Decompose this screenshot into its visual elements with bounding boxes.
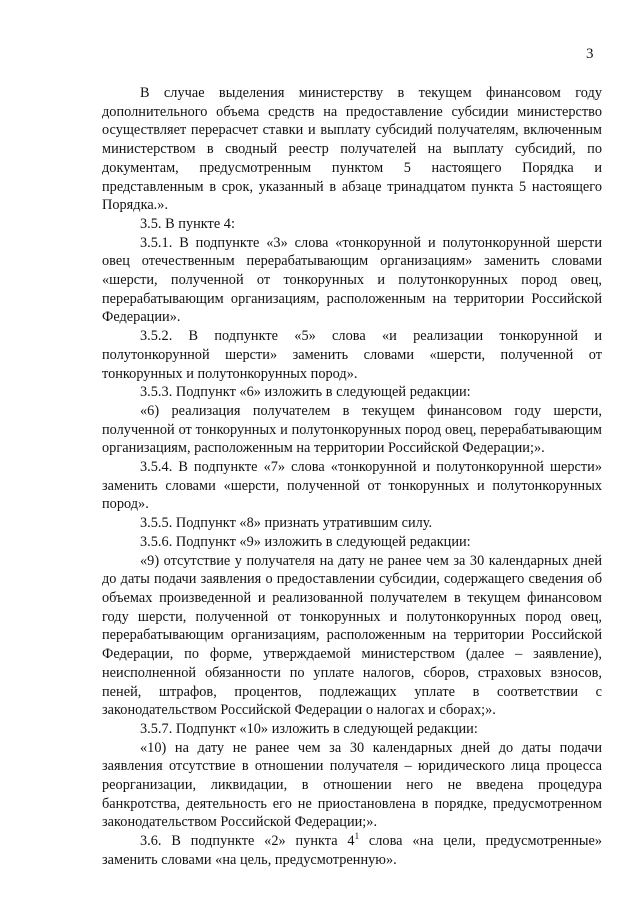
paragraph-last [102,832,602,869]
paragraph-last-start: 3.6. В подпункте «2» пункта 4 [140,833,355,850]
paragraph: 3.5.1. В подпункте «3» слова «тонкорунной и полутонкорунной шерсти овец отечественным перерабатывающим организациям» заменить словами «шерсти, полученной от тонкорунных и полутонкорунных пород овец, перерабатывающим организациям, расположенным на территории Российской Федерации». [102,234,602,326]
paragraph: 3.5.7. Подпункт «10» изложить в следующей редакции: [140,720,478,737]
superscript: 1 [354,831,360,842]
paragraph-last-end: слова «на цели, предусмотренные» заменить словами «на цель, предусмотренную». [102,833,603,868]
paragraph: «10) на дату не ранее чем за 30 календарных дней до даты подачи заявления отсутствие в отношении получателя – юридического лица процесса реорганизации, ликвидации, в отношении него не введена процедура банкротства, деятельность его не приостановлена в порядке, предусмотренном законодательством Российской Федерации;». [102,739,602,831]
page-number: 3 [586,46,594,62]
paragraph: «9) отсутствие у получателя на дату не ранее чем за 30 календарных дней до даты подачи заявления о предоставлении субсидии, содержащего сведения об объемах произведенной и реализованной получателем в текущем финансовом году шерсти, полученной от тонкорунных и полутонкорунных пород овец, перерабатывающим организациям, расположенным на территории Российской Федерации, по форме, утверждаемой министерством (далее – заявление), неисполненной обязанности по уплате налогов, сборов, страховых взносов, пеней, штрафов, процентов, подлежащих уплате в соответствии с законодательством Российской Федерации о налогах и сборах;». [102,552,602,719]
document-body [102,84,602,870]
paragraph: 3.5.3. Подпункт «6» изложить в следующей редакции: [140,384,471,401]
paragraph: 3.5.4. В подпункте «7» слова «тонкорунной и полутонкорунной шерсти» заменить словами «шерсти, полученной от тонкорунных и полутонкорунных пород». [102,459,602,513]
paragraph: 3.5.5. Подпункт «8» признать утратившим силу. [140,515,433,532]
paragraph: В случае выделения министерству в текущем финансовом году дополнительного объема средств на предоставление субсидии министерство осуществляет перерасчет ставки и выплату субсидий получателям, включенным министерством в сводный реестр получателей на выплату субсидий, по документам, предусмотренным пунктом 5 настоящего Порядка и представленным в срок, указанный в абзаце тринадцатом пункта 5 настоящего Порядка.». [102,85,602,214]
paragraph: 3.5. В пункте 4: [140,215,235,232]
paragraph: «6) реализация получателем в текущем финансовом году шерсти, полученной от тонкорунных и полутонкорунных пород овец, перерабатывающим организациям, расположенным на территории Российской Федерации;». [102,402,602,457]
paragraph: 3.5.2. В подпункте «5» слова «и реализации тонкорунной и полутонкорунной шерсти» заменить словами «шерсти, полученной от тонкорунных и полутонкорунных пород». [102,328,602,382]
paragraph: 3.5.6. Подпункт «9» изложить в следующей редакции: [140,533,471,550]
